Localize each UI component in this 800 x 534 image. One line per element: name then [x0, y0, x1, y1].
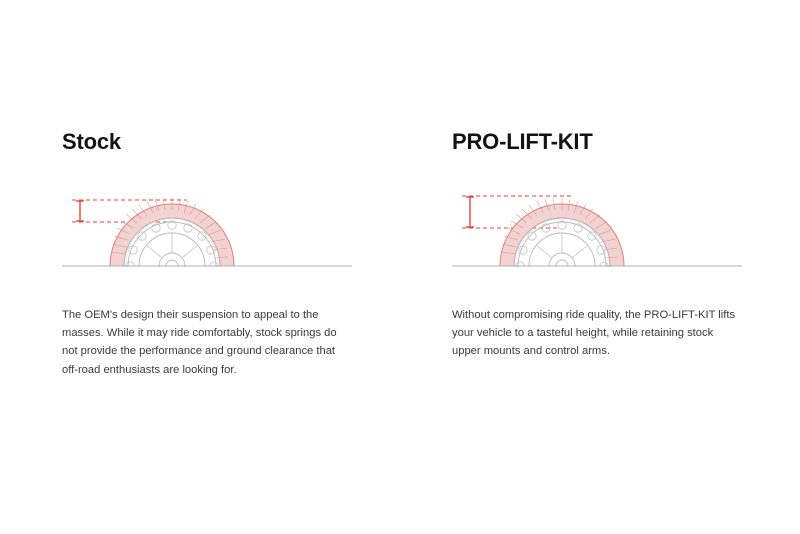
panel-pro-lift-kit [452, 130, 752, 361]
stock-wheel-diagram [62, 178, 352, 288]
pro-lift-kit-wheel-diagram [452, 178, 742, 288]
panel-title-stock: Stock [62, 129, 121, 154]
caption-stock [62, 306, 350, 379]
below-ground-mask [452, 267, 742, 288]
tire-cross-section [500, 198, 624, 266]
gap-measurement-arrow [76, 200, 84, 222]
panel-stock [62, 130, 362, 379]
caption-stock-text: The OEM's design their suspension to appeal to the masses. While it may ride comfortably, stock springs do not provide the performance and ground clearance that off-road enthusiasts are looking for. [62, 309, 337, 376]
panel-title-pro-lift-kit: PRO-LIFT-KIT [452, 129, 593, 154]
figure-stock [62, 178, 352, 288]
caption-pro-lift-kit-text: Without compromising ride quality, the PRO-LIFT-KIT lifts your vehicle to a tasteful height, while retaining stock upper mounts and control arms. [452, 309, 736, 358]
figure-pro-lift-kit [452, 178, 742, 288]
below-ground-mask [62, 267, 352, 288]
caption-pro-lift-kit [452, 306, 740, 360]
tire-cross-section [110, 198, 234, 266]
gap-measurement-arrow [466, 196, 474, 228]
